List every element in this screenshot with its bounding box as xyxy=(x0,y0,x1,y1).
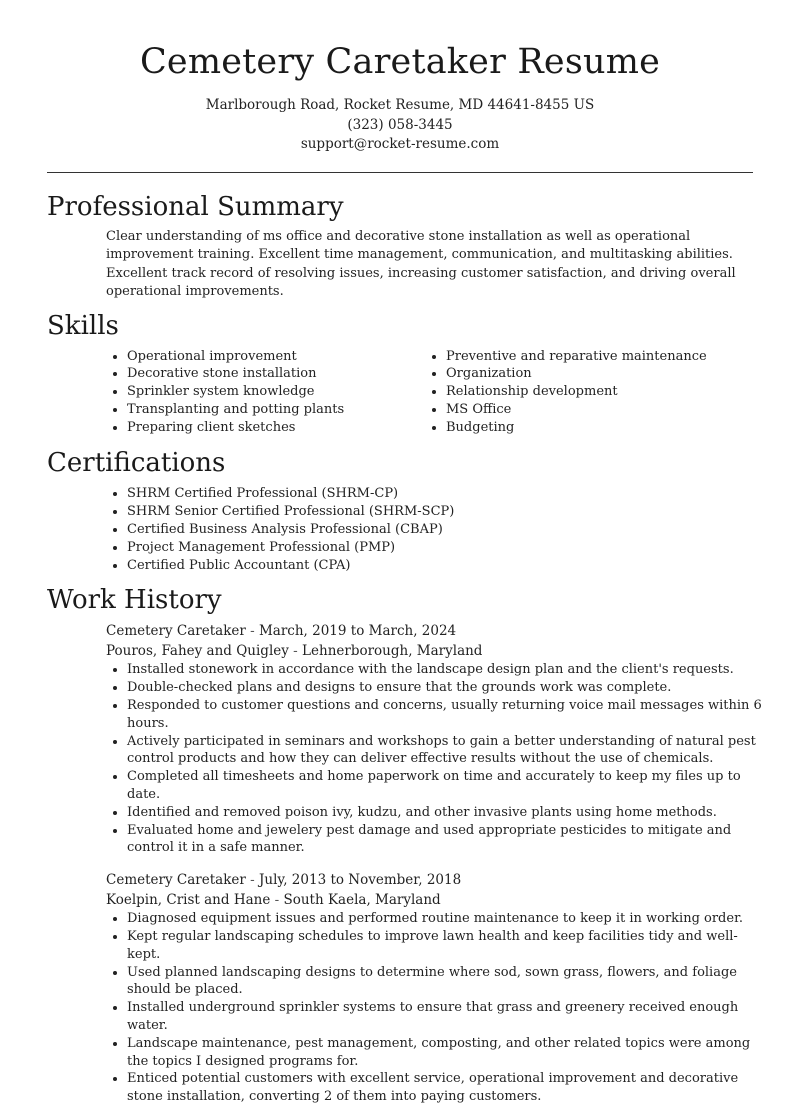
job-dates: March, 2019 to March, 2024 xyxy=(258,623,457,640)
job-duty: • Installed underground sprinkler systems to ensure that grass and greenery received enough water. xyxy=(127,999,767,1035)
job-duties-list xyxy=(106,661,767,857)
work-history-section xyxy=(47,584,762,1106)
job-duty: • Enticed potential customers with excellent service, operational improvement and decorative stone installation, converting 2 of them into paying customers. xyxy=(127,1070,767,1106)
job-duty: • Kept regular landscaping schedules to improve lawn health and keep facilities tidy and well-kept. xyxy=(127,928,767,964)
summary-text: Clear understanding of ms office and decorative stone installation as well as operational improvement training. Excellent time management, communication, and multitasking abilities. Excellent track record of resolving issues, increasing customer satisfaction, and driving overall operational improvements. xyxy=(106,228,736,299)
certifications-list xyxy=(106,485,753,574)
skill-item: • MS Office xyxy=(446,401,744,419)
job-duty: • Double-checked plans and designs to ensure that the grounds work was complete. xyxy=(127,679,767,697)
skill-item: • Organization xyxy=(446,365,744,383)
job-duties-list xyxy=(106,910,767,1106)
job-duty: • Used planned landscaping designs to determine where sod, sown grass, flowers, and foliage should be placed. xyxy=(127,964,767,1000)
certifications-section xyxy=(47,447,753,574)
skill-item: • Transplanting and potting plants xyxy=(127,401,425,419)
contact-phone: (323) 058-3445 xyxy=(347,116,453,133)
job-duty: • Responded to customer questions and concerns, usually returning voice mail messages within 6 hours. xyxy=(127,697,767,733)
skills-columns xyxy=(106,348,753,437)
job-title-line: Cemetery Caretaker - March, 2019 to March, 2024 xyxy=(106,623,457,640)
summary-heading: Professional Summary xyxy=(47,191,344,222)
job-duty: • Actively participated in seminars and workshops to gain a better understanding of natural pest control products and how they can deliver effective results without the use of chemicals. xyxy=(127,733,767,769)
resume-title: Cemetery Caretaker Resume xyxy=(139,42,661,82)
job-duty: • Evaluated home and jewelery pest damage and used appropriate pesticides to mitigate and control it in a safe manner. xyxy=(127,822,767,858)
work-history-heading: Work History xyxy=(47,585,222,616)
certification-item: • SHRM Senior Certified Professional (SHRM-SCP) xyxy=(127,503,753,521)
job-duty: • Identified and removed poison ivy, kudzu, and other invasive plants using home methods. xyxy=(127,804,767,822)
contact-email: support@rocket-resume.com xyxy=(300,136,500,152)
job-employer-line: Koelpin, Crist and Hane - South Kaela, Maryland xyxy=(106,891,441,908)
job-location: Lehnerborough, Maryland xyxy=(302,642,483,659)
job-dates: July, 2013 to November, 2018 xyxy=(258,872,462,889)
job-duty: • Installed stonework in accordance with the landscape design plan and the client's requests. xyxy=(127,661,767,679)
skills-section xyxy=(47,310,753,437)
skills-list-left xyxy=(106,348,425,437)
job-company: Koelpin, Crist and Hane xyxy=(106,891,271,908)
skill-item: • Budgeting xyxy=(446,419,744,437)
certifications-list-wrap xyxy=(106,485,753,574)
skill-item: • Preventive and reparative maintenance xyxy=(446,348,744,366)
contact-address: Marlborough Road, Rocket Resume, MD 44641-8455 US xyxy=(205,97,595,113)
resume-page xyxy=(47,0,762,1106)
job-entry xyxy=(106,871,753,1106)
contact-block xyxy=(47,96,753,155)
job-company: Pouros, Fahey and Quigley xyxy=(106,642,289,659)
skill-item: • Relationship development xyxy=(446,383,744,401)
skills-list-right xyxy=(425,348,744,437)
job-role: Cemetery Caretaker xyxy=(106,872,246,889)
skill-item: • Sprinkler system knowledge xyxy=(127,383,425,401)
job-entry xyxy=(106,622,762,857)
certification-item: • SHRM Certified Professional (SHRM-CP) xyxy=(127,485,753,503)
certifications-heading: Certifications xyxy=(47,448,226,479)
job-duty: • Completed all timesheets and home paperwork on time and accurately to keep my files up to date. xyxy=(127,768,767,804)
job-title-line: Cemetery Caretaker - July, 2013 to November, 2018 xyxy=(106,872,462,889)
summary-section xyxy=(47,191,753,302)
skill-item: • Decorative stone installation xyxy=(127,365,425,383)
skill-item: • Operational improvement xyxy=(127,348,425,366)
skill-item: • Preparing client sketches xyxy=(127,419,425,437)
header-divider xyxy=(47,172,753,173)
job-duty: • Diagnosed equipment issues and performed routine maintenance to keep it in working order. xyxy=(127,910,767,928)
job-duty: • Landscape maintenance, pest management, composting, and other related topics were among the topics I designed programs for. xyxy=(127,1035,767,1071)
job-employer-line: Pouros, Fahey and Quigley - Lehnerborough, Maryland xyxy=(106,642,483,659)
certification-item: • Certified Public Accountant (CPA) xyxy=(127,557,753,575)
job-role: Cemetery Caretaker xyxy=(106,623,246,640)
certification-item: • Certified Business Analysis Professional (CBAP) xyxy=(127,521,753,539)
skills-heading: Skills xyxy=(47,310,119,341)
job-location: South Kaela, Maryland xyxy=(283,891,441,908)
certification-item: • Project Management Professional (PMP) xyxy=(127,539,753,557)
